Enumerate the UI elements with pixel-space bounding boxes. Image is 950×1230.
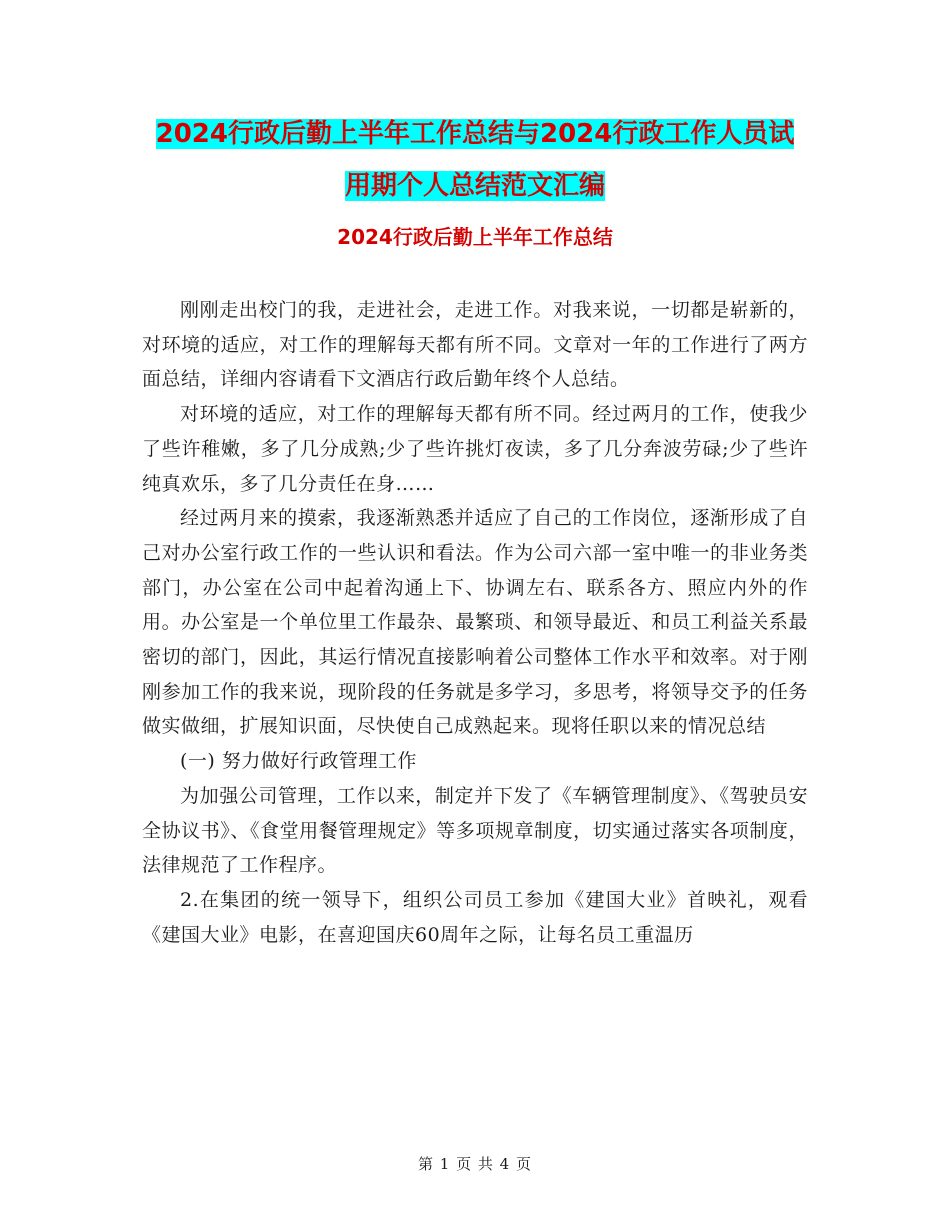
paragraph: 2.在集团的统一领导下，组织公司员工参加《建国大业》首映礼，观看《建国大业》电影，在喜迎国庆60周年之际，让每名员工重温历 — [142, 888, 808, 946]
section-title: 2024行政后勤上半年工作总结 — [337, 225, 613, 249]
paragraph: 对环境的适应，对工作的理解每天都有所不同。经过两月的工作，使我少了些许稚嫩，多了几分成熟;少了些许挑灯夜读，多了几分奔波劳碌;少了些许纯真欢乐，多了几分责任在身…… — [142, 403, 808, 495]
document-title — [120, 108, 830, 212]
page-footer: 第 1 页 共 4 页 — [418, 1155, 532, 1173]
document-title-line-1: 2024行政后勤上半年工作总结与2024行政工作人员试 — [155, 119, 795, 149]
document-title-line-2: 用期个人总结范文汇编 — [344, 171, 605, 201]
subheading: (一) 努力做好行政管理工作 — [180, 750, 417, 773]
paragraph: 为加强公司管理，工作以来，制定并下发了《车辆管理制度》、《驾驶员安全协议书》、《食堂用餐管理规定》等多项规章制度，切实通过落实各项制度，法律规范了工作程序。 — [142, 784, 808, 877]
body-text — [142, 293, 808, 952]
paragraph: 经过两月来的摸索，我逐渐熟悉并适应了自己的工作岗位，逐渐形成了自己对办公室行政工作的一些认识和看法。作为公司六部一室中唯一的非业务类部门，办公室在公司中起着沟通上下、协调左右、联系各方、照应内外的作用。办公室是一个单位里工作最杂、最繁琐、和领导最近、和员工利益关系最密切的部门，因此，其运行情况直接影响着公司整体工作水平和效率。对于刚刚参加工作的我来说，现阶段的任务就是多学习，多思考，将领导交予的任务做实做细，扩展知识面，尽快使自己成熟起来。现将任职以来的情况总结 — [142, 507, 808, 738]
paragraph: 刚刚走出校门的我，走进社会，走进工作。对我来说，一切都是崭新的，对环境的适应，对工作的理解每天都有所不同。文章对一年的工作进行了两方面总结，详细内容请看下文酒店行政后勤年终个人总结。 — [142, 299, 808, 391]
